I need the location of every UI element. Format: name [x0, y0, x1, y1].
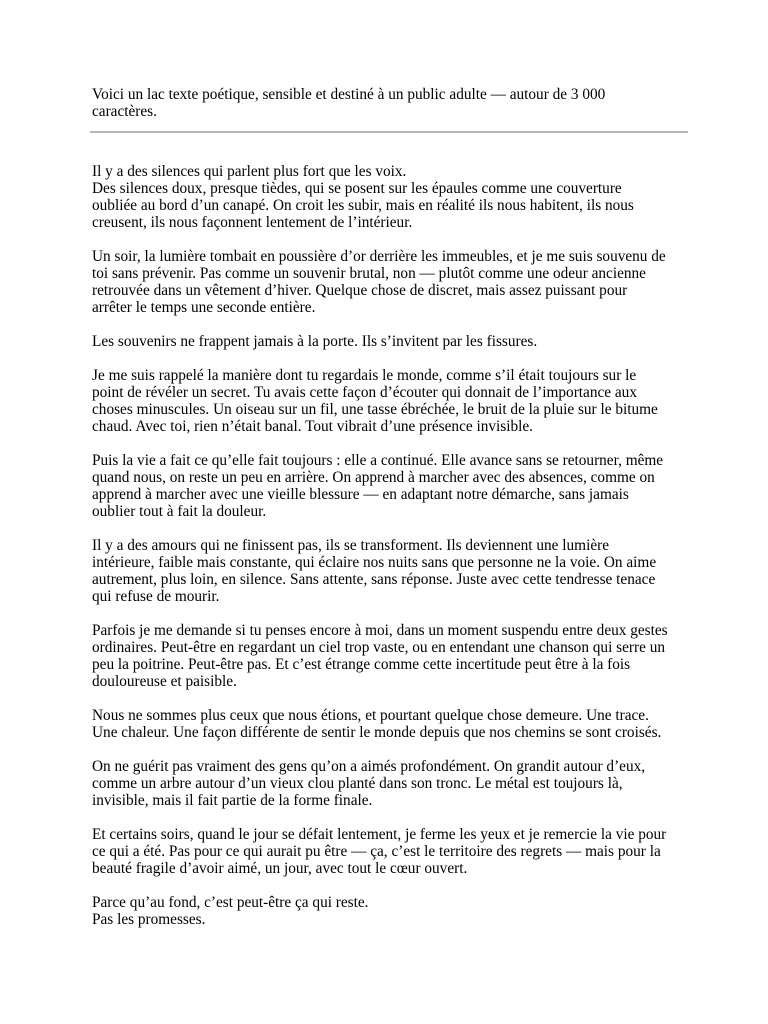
text-line: point de révéler un secret. Tu avais cette façon d’écouter qui donnait de l’importance aux — [92, 384, 637, 401]
intro-text — [92, 86, 682, 120]
text-line: chaud. Avec toi, rien n’était banal. Tout vibrait d’une présence invisible. — [92, 418, 533, 435]
text-line: invisible, mais il fait partie de la forme finale. — [92, 792, 373, 809]
text-line: oubliée au bord d’un canapé. On croit les subir, mais en réalité ils nous habitent, ils nous — [92, 197, 634, 214]
text-line: arrêter le temps une seconde entière. — [92, 299, 316, 316]
text-line: peu la poitrine. Peut-être pas. Et c’est étrange comme cette incertitude peut être à la fois — [92, 656, 631, 673]
paragraph-10 — [92, 826, 682, 877]
paragraph-8 — [92, 707, 682, 741]
paragraph-9 — [92, 758, 682, 809]
paragraph-2 — [92, 248, 682, 316]
text-line: quand nous, on reste un peu en arrière. On apprend à marcher avec des absences, comme on — [92, 469, 655, 486]
text-line: oublier tout à fait la douleur. — [92, 503, 267, 520]
horizontal-divider — [90, 131, 688, 133]
paragraph-11 — [92, 894, 682, 928]
intro-line: caractères. — [92, 103, 157, 120]
paragraph-7 — [92, 622, 682, 690]
intro-line: Voici un lac texte poétique, sensible et destiné à un public adulte — autour de 3 000 — [92, 86, 606, 103]
text-line: douloureuse et paisible. — [92, 673, 237, 690]
text-line: Parfois je me demande si tu penses encore à moi, dans un moment suspendu entre deux gestes — [92, 622, 668, 639]
text-line: creusent, ils nous façonnent lentement de l’intérieur. — [92, 214, 413, 231]
document-page — [92, 86, 682, 945]
text-line: Puis la vie a fait ce qu’elle fait toujours : elle a continué. Elle avance sans se retourner, même — [92, 452, 664, 469]
text-line: Il y a des amours qui ne finissent pas, ils se transforment. Ils deviennent une lumière — [92, 537, 609, 554]
paragraph-1 — [92, 163, 682, 231]
text-line: qui refuse de mourir. — [92, 588, 220, 605]
poem-body — [92, 163, 682, 928]
paragraph-6 — [92, 537, 682, 605]
text-line: choses minuscules. Un oiseau sur un fil, une tasse ébréchée, le bruit de la pluie sur le bitume — [92, 401, 658, 418]
text-line: Une chaleur. Une façon différente de sentir le monde depuis que nos chemins se sont croisés. — [92, 724, 662, 741]
text-line: Parce qu’au fond, c’est peut-être ça qui reste. — [92, 894, 369, 911]
paragraph-4 — [92, 367, 682, 435]
text-line: Des silences doux, presque tièdes, qui se posent sur les épaules comme une couverture — [92, 180, 622, 197]
text-line: apprend à marcher avec une vieille blessure — en adaptant notre démarche, sans jamais — [92, 486, 629, 503]
text-line: Il y a des silences qui parlent plus fort que les voix. — [92, 163, 407, 180]
text-line: Un soir, la lumière tombait en poussière d’or derrière les immeubles, et je me suis souvenu de — [92, 248, 666, 265]
text-line: intérieure, faible mais constante, qui éclaire nos nuits sans que personne ne la voie. On aime — [92, 554, 657, 571]
text-line: retrouvée dans un vêtement d’hiver. Quelque chose de discret, mais assez puissant pour — [92, 282, 628, 299]
text-line: Et certains soirs, quand le jour se défait lentement, je ferme les yeux et je remercie la vie pour — [92, 826, 667, 843]
text-line: ordinaires. Peut-être en regardant un ciel trop vaste, ou en entendant une chanson qui serre un — [92, 639, 665, 656]
text-line: Je me suis rappelé la manière dont tu regardais le monde, comme s’il était toujours sur le — [92, 367, 637, 384]
text-line: Nous ne sommes plus ceux que nous étions, et pourtant quelque chose demeure. Une trace. — [92, 707, 649, 724]
text-line: ce qui a été. Pas pour ce qui aurait pu être — ça, c’est le territoire des regrets — mais pour la — [92, 843, 661, 860]
text-line: toi sans prévenir. Pas comme un souvenir brutal, non — plutôt comme une odeur ancienne — [92, 265, 646, 282]
text-line: comme un arbre autour d’un vieux clou planté dans son tronc. Le métal est toujours là, — [92, 775, 623, 792]
text-line: autrement, plus loin, en silence. Sans attente, sans réponse. Juste avec cette tendresse tenace — [92, 571, 656, 588]
text-line: Les souvenirs ne frappent jamais à la porte. Ils s’invitent par les fissures. — [92, 333, 538, 350]
text-line: beauté fragile d’avoir aimé, un jour, avec tout le cœur ouvert. — [92, 860, 468, 877]
paragraph-5 — [92, 452, 682, 520]
paragraph-3 — [92, 333, 682, 350]
text-line: On ne guérit pas vraiment des gens qu’on a aimés profondément. On grandit autour d’eux, — [92, 758, 646, 775]
text-line: Pas les promesses. — [92, 911, 206, 928]
